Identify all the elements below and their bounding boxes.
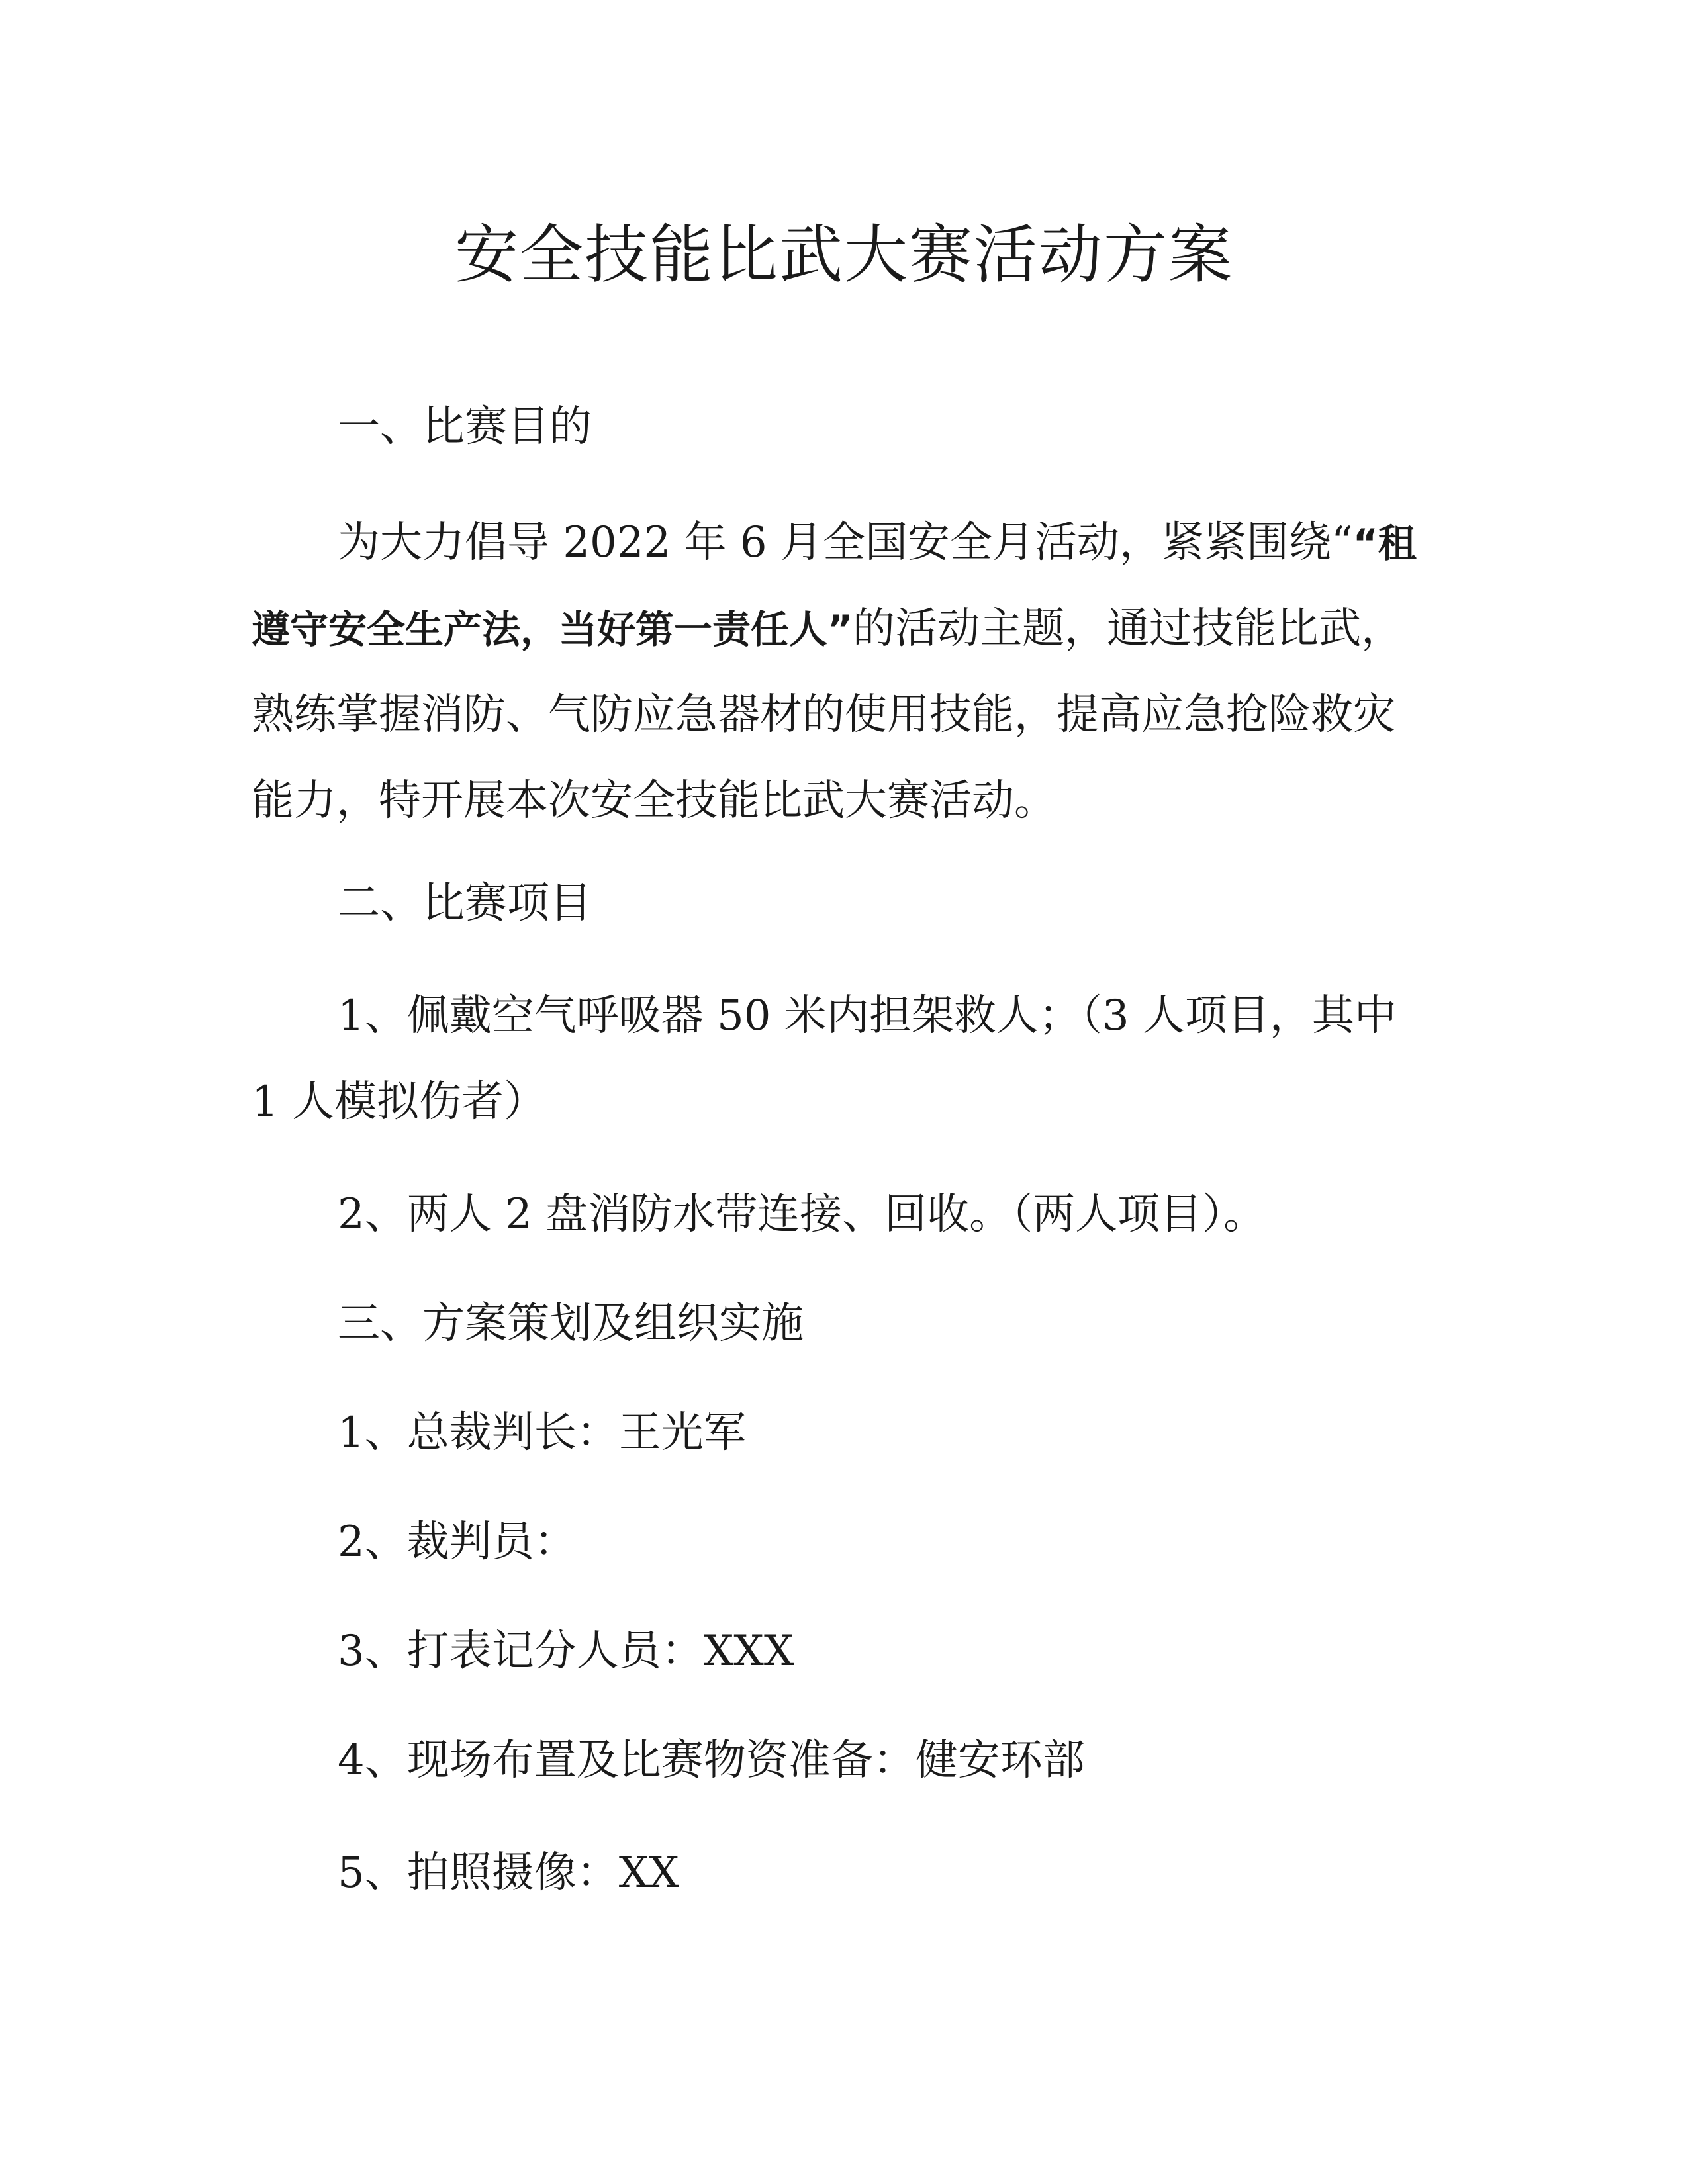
bold-quote-text: “租	[1352, 521, 1417, 566]
section-heading-organization: 三、方案策划及组织实施	[338, 1299, 804, 1348]
event-item-2: 2、两人 2 盘消防水带连接、回收。（两人项目）。	[338, 1190, 1266, 1239]
event-item-1-line-1: 1、佩戴空气呼吸器 50 米内担架救人；（3 人项目，其中	[338, 991, 1397, 1040]
org-item-photography: 5、拍照摄像：XX	[338, 1848, 679, 1897]
paragraph-purpose-line-2	[252, 599, 1450, 659]
section-heading-purpose: 一、比赛目的	[338, 402, 592, 451]
org-item-referees: 2、裁判员：	[338, 1518, 577, 1567]
org-item-scorekeeper: 3、打表记分人员：XXX	[338, 1627, 794, 1676]
paragraph-purpose-line-4: 能力，特开展本次安全技能比武大赛活动。	[252, 776, 1056, 825]
org-item-chief-referee: 1、总裁判长：王光军	[338, 1408, 746, 1457]
paragraph-purpose-line-1	[338, 513, 1450, 573]
org-item-venue-setup: 4、现场布置及比赛物资准备：健安环部	[338, 1736, 1085, 1785]
paragraph-text: 为大力倡导 2022 年 6 月全国安全月活动，紧紧围绕“	[338, 518, 1353, 567]
event-item-1-line-2: 1 人模拟伤者）	[252, 1077, 547, 1126]
paragraph-purpose-line-3: 熟练掌握消防、气防应急器材的使用技能，提高应急抢险救灾	[252, 690, 1395, 739]
bold-quote-text: 遵守安全生产法，当好第一责任人”	[252, 607, 853, 652]
section-heading-events: 二、比赛项目	[338, 879, 592, 928]
document-title: 安全技能比武大赛活动方案	[455, 218, 1233, 292]
paragraph-text: 的活动主题，通过技能比武，	[853, 604, 1404, 653]
